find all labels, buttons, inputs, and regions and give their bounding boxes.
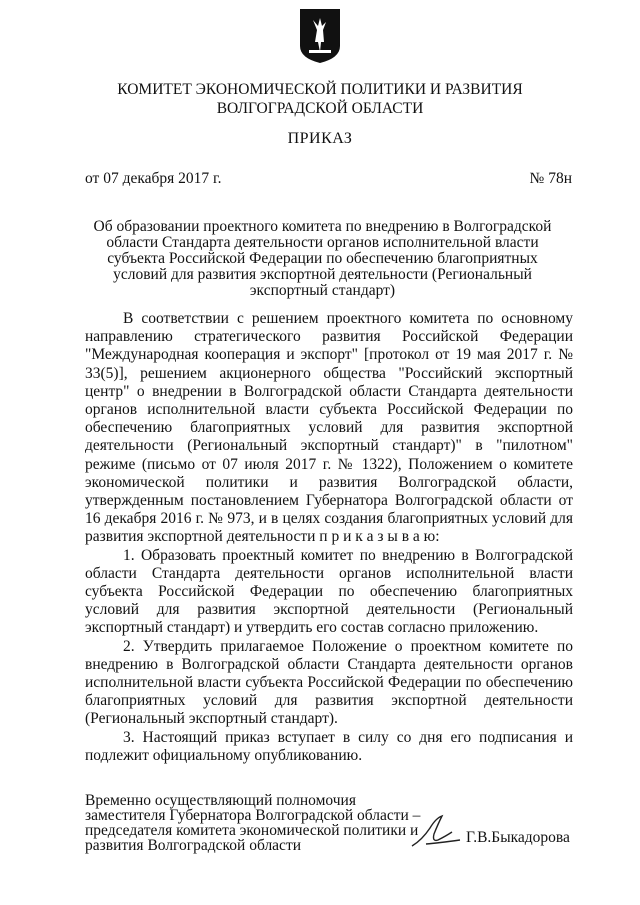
org-name-line1: КОМИТЕТ ЭКОНОМИЧЕСКОЙ ПОЛИТИКИ И РАЗВИТИЯ bbox=[117, 81, 523, 98]
doc-type: ПРИКАЗ bbox=[287, 130, 353, 147]
org-name-line2: ВОЛГОГРАДСКОЙ ОБЛАСТИ bbox=[216, 100, 424, 117]
handwritten-signature bbox=[408, 810, 464, 850]
order-item-3: 3. Настоящий приказ вступает в силу со дня его подписания и подлежит официальному опубликованию. bbox=[85, 728, 573, 764]
signer-title-line3: председателя комитета экономической политики и bbox=[85, 822, 419, 839]
order-item-2: 2. Утвердить прилагаемое Положение о проектном комитете по внедрению в Волгоградской области Стандарта деятельности органов исполнительной власти субъекта Российской Федерации по обеспечению благоприятных условий для развития экспортной деятельности (Региональный экспортный стандарт). bbox=[85, 637, 573, 728]
order-item-1: 1. Образовать проектный комитет по внедрению в Волгоградской области Стандарта деятельности органов исполнительной власти субъекта Российской Федерации по обеспечению благоприятных условий для развития экспортной деятельности (Региональный экспортный стандарт) и утвердить его состав согласно приложению. bbox=[85, 546, 573, 637]
signer-title-line2: заместителя Губернатора Волгоградской области – bbox=[85, 807, 421, 824]
signer-title-line1: Временно осуществляющий полномочия bbox=[85, 792, 356, 809]
order-date: от 07 декабря 2017 г. bbox=[85, 170, 222, 187]
signer-title-line4: развития Волгоградской области bbox=[85, 837, 302, 854]
preamble-paragraph: В соответствии с решением проектного комитета по основному направлению стратегического развития Российской Федерации "Международная кооперация и экспорт" [протокол от 19 мая 2017 г. № 33(5)], решением акционерного общества "Российский экспортный центр" о внедрении в Волгоградской области Стандарта деятельности органов исполнительной власти субъекта Российской Федерации по обеспечению благоприятных условий для развития экспортной деятельности (Региональный экспортный стандарт)" в "пилотном" режиме (письмо от 07 июля 2017 г. № 1322), Положением о комитете экономической политики и развития Волгоградской области, утвержденным постановлением Губернатора Волгоградской области от 16 декабря 2016 г. № 973, и в целях создания благоприятных условий для развития экспортной деятельности п р и к а з ы в а ю: bbox=[85, 310, 573, 546]
order-body bbox=[85, 310, 573, 765]
signature-block bbox=[85, 793, 420, 853]
order-subject: Об образовании проектного комитета по внедрению в Волгоградской области Стандарта деятельности органов исполнительной власти субъекта Российской Федерации по обеспечению благоприятных условий для развития экспортной деятельности (Региональный экспортный стандарт) bbox=[93, 218, 552, 299]
order-number: № 78н bbox=[529, 170, 572, 187]
signer-name: Г.В.Быкадорова bbox=[466, 829, 570, 846]
volgograd-emblem-icon bbox=[299, 8, 341, 64]
